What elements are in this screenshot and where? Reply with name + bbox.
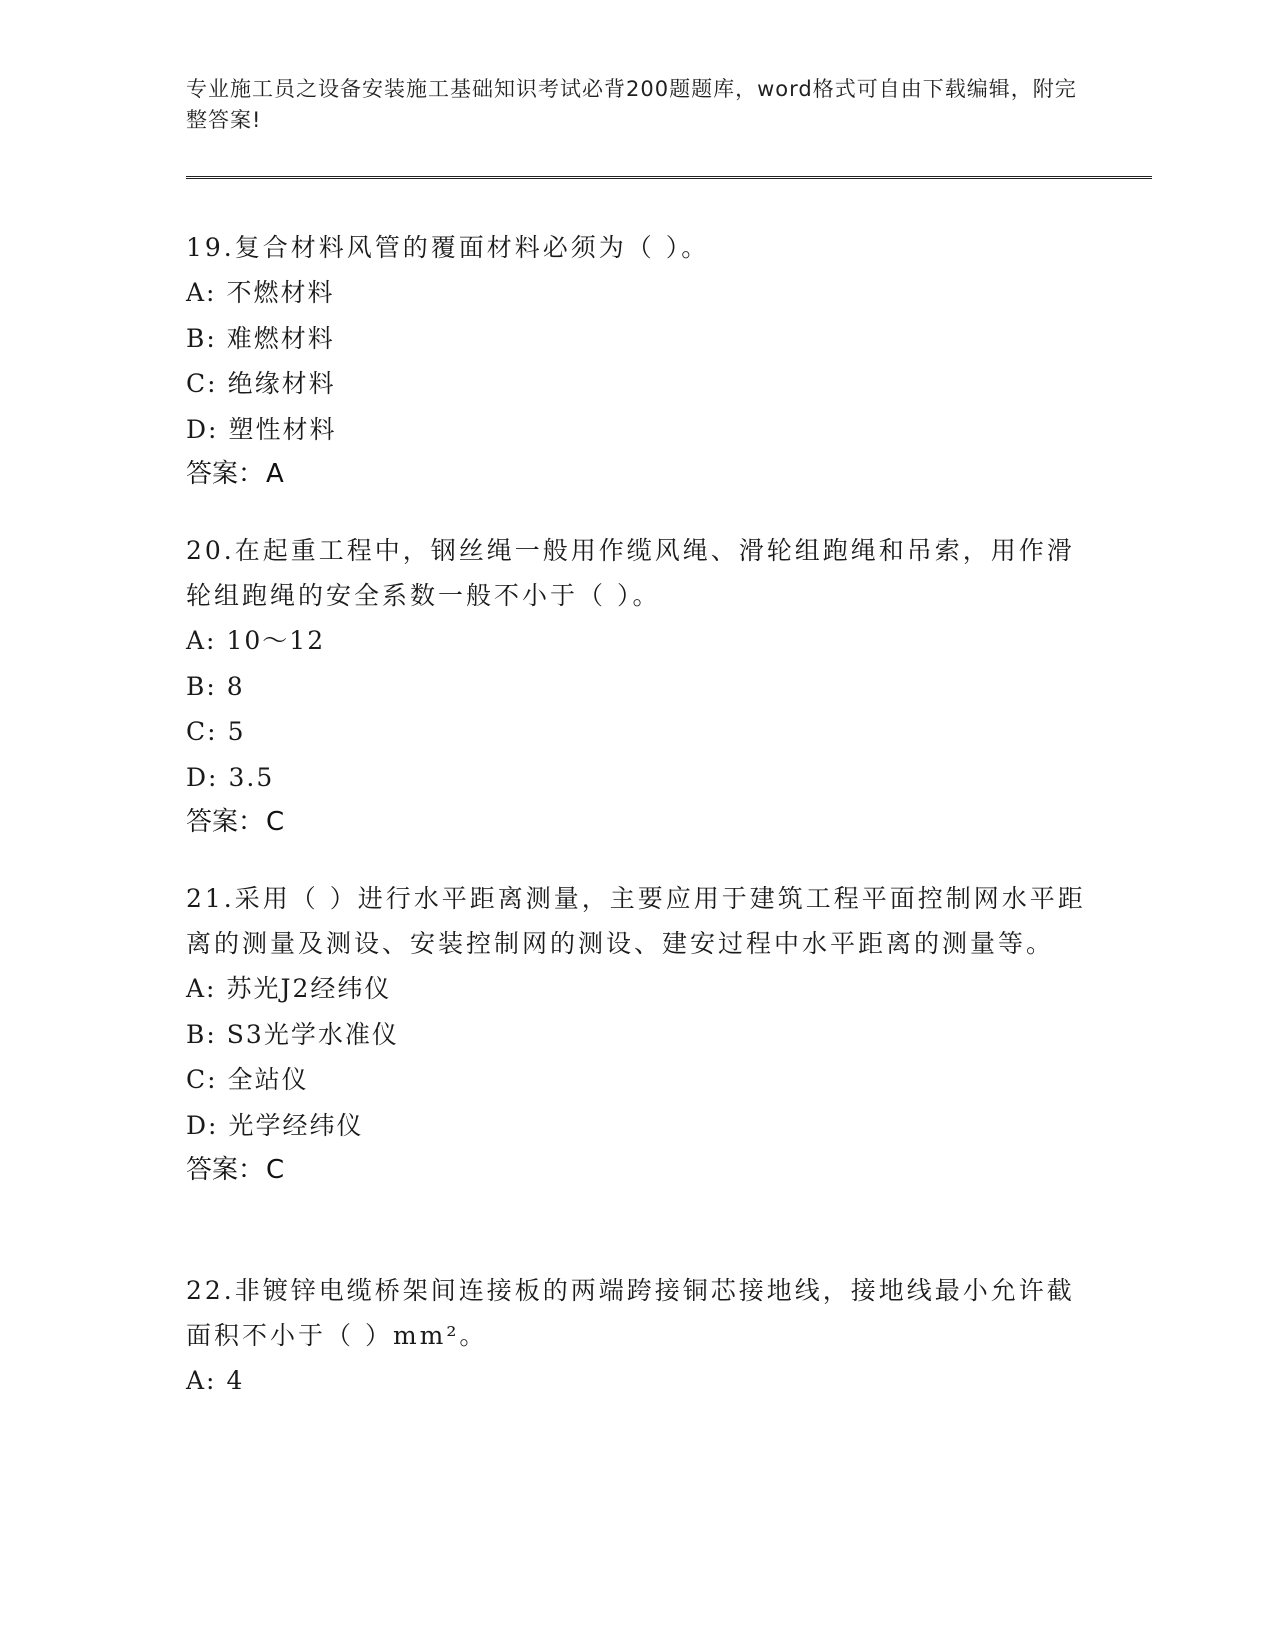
option-a [186,270,1086,316]
option-a [186,618,1086,664]
question-22 [186,1268,1086,1404]
option-letter: B: [186,1019,217,1049]
option-letter: A: [186,278,217,307]
option-letter: D: [186,414,219,444]
option-text: 光学经纬仪 [228,1110,364,1140]
option-text: 3.5 [228,762,275,792]
answer-label: 答案： [186,459,265,489]
page-header: 专业施工员之设备安装施工基础知识考试必背200题题库，word格式可自由下载编辑，附完整答案! [186,77,1077,132]
option-b [186,316,1086,362]
option-text: 难燃材料 [226,323,335,353]
question-20 [186,528,1086,845]
answer-label: 答案： [186,807,265,837]
question-21 [186,876,1086,1193]
option-letter: D: [186,1110,219,1140]
answer-value: C [266,1155,285,1185]
option-text: 4 [226,1366,245,1395]
option-letter: C: [186,1065,218,1094]
answer-value: C [266,807,285,837]
header-divider [186,176,1152,179]
option-letter: A: [186,626,217,655]
answer-line [186,452,1086,497]
option-b [186,664,1086,710]
option-text: 10～12 [226,626,326,655]
option-letter: A: [186,974,217,1003]
option-text: 塑性材料 [228,414,337,444]
answer-label: 答案： [186,1155,265,1185]
option-text: 全站仪 [227,1065,309,1094]
option-d [186,1103,1086,1149]
option-text: 8 [226,671,245,701]
option-letter: C: [186,369,218,398]
option-letter: B: [186,671,217,701]
option-text: 5 [227,717,246,746]
option-letter: B: [186,323,217,353]
answer-line [186,1148,1086,1193]
option-text: 绝缘材料 [227,369,336,398]
option-c [186,361,1086,407]
option-c [186,1057,1086,1103]
option-text: S3光学水准仪 [226,1019,399,1049]
answer-value: A [266,459,284,489]
option-letter: A: [186,1366,217,1395]
option-c [186,709,1086,755]
option-d [186,407,1086,453]
option-b [186,1012,1086,1058]
option-a [186,1358,1086,1404]
question-stem: 19.复合材料风管的覆面材料必须为（ ）。 [186,233,710,262]
question-19 [186,225,1086,497]
answer-line [186,800,1086,845]
option-letter: C: [186,717,218,746]
question-stem: 21.采用（ ）进行水平距离测量，主要应用于建筑工程平面控制网水平距离的测量及测设、安装控制网的测设、建安过程中水平距离的测量等。 [186,884,1086,958]
question-stem: 22.非镀锌电缆桥架间连接板的两端跨接铜芯接地线，接地线最小允许截面积不小于（ ）mm²。 [186,1276,1075,1350]
option-text: 苏光J2经纬仪 [226,974,392,1003]
option-a [186,966,1086,1012]
question-stem: 20.在起重工程中，钢丝绳一般用作缆风绳、滑轮组跑绳和吊索，用作滑轮组跑绳的安全系数一般不小于（ ）。 [186,536,1075,610]
option-letter: D: [186,762,219,792]
option-d [186,755,1086,801]
option-text: 不燃材料 [226,278,335,307]
